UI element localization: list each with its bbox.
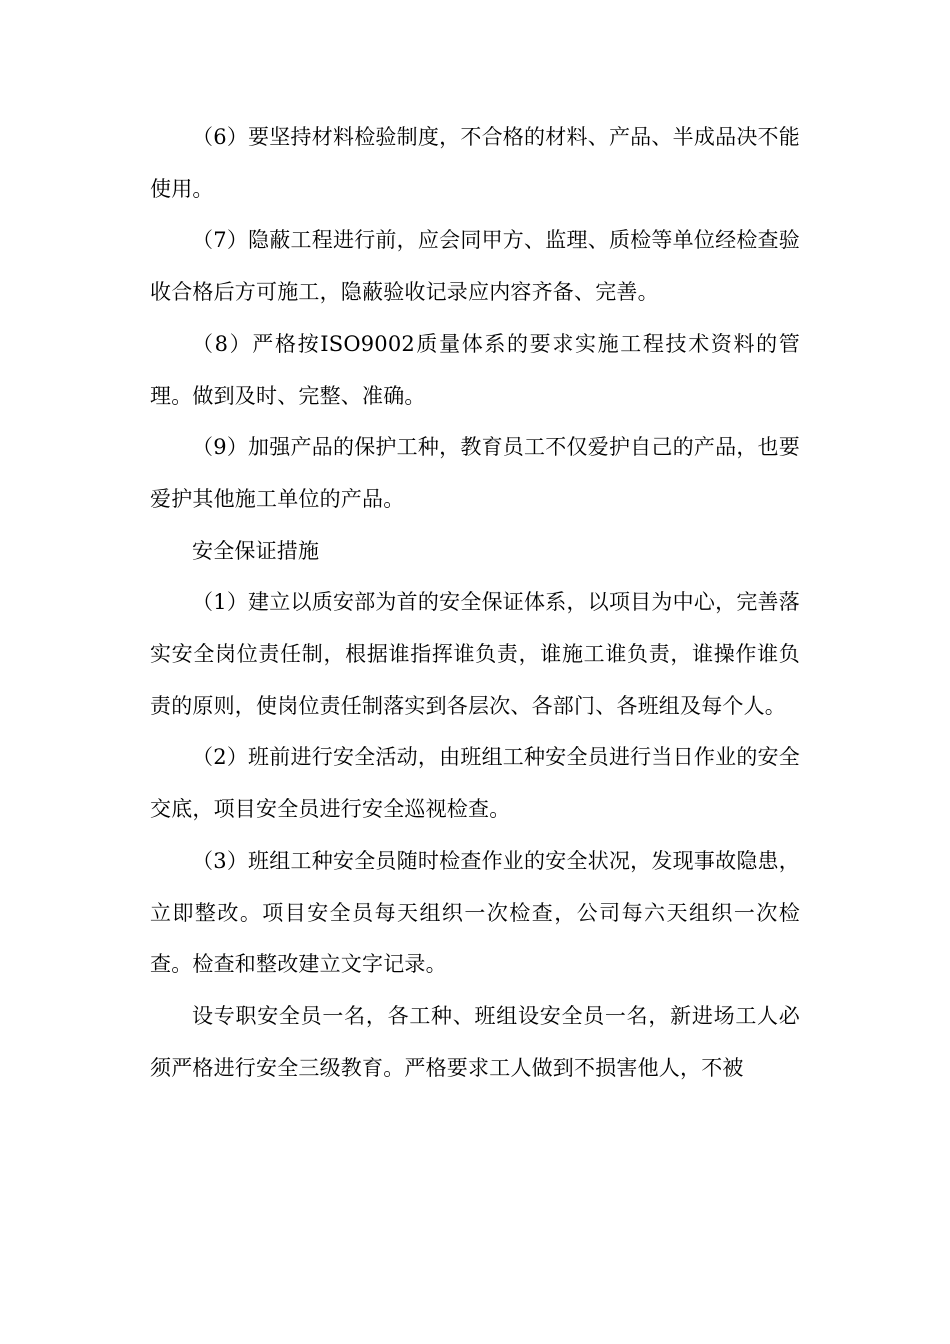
paragraph-item-9: （9）加强产品的保护工种，教育员工不仅爱护自己的产品，也要爱护其他施工单位的产品。 [150,435,800,511]
safety-paragraph-staffing: 设专职安全员一名，各工种、班组设安全员一名，新进场工人必须严格进行安全三级教育。严格要求工人做到不损害他人，不被 [150,1003,800,1080]
paragraph-item-7: （7）隐蔽工程进行前，应会同甲方、监理、质检等单位经检查验收合格后方可施工，隐蔽验收记录应内容齐备、完善。 [150,228,800,305]
document-page [150,112,800,1094]
safety-paragraph-3: （3）班组工种安全员随时检查作业的安全状况，发现事故隐患，立即整改。项目安全员每天组织一次检查，公司每六天组织一次检查。检查和整改建立文字记录。 [150,848,800,977]
paragraph-item-8: （8）严格按ISO9002质量体系的要求实施工程技术资料的管理。做到及时、完整、准确。 [150,331,800,408]
safety-paragraph-2: （2）班前进行安全活动，由班组工种安全员进行当日作业的安全交底，项目安全员进行安全巡视检查。 [150,745,800,822]
safety-paragraph-1: （1）建立以质安部为首的安全保证体系，以项目为中心，完善落实安全岗位责任制，根据谁指挥谁负责，谁施工谁负责，谁操作谁负责的原则，使岗位责任制落实到各层次、各部门、各班组及每个人。 [150,590,800,718]
paragraph-item-6: （6）要坚持材料检验制度，不合格的材料、产品、半成品决不能使用。 [150,125,800,201]
section-heading-safety: 安全保证措施 [192,538,320,563]
